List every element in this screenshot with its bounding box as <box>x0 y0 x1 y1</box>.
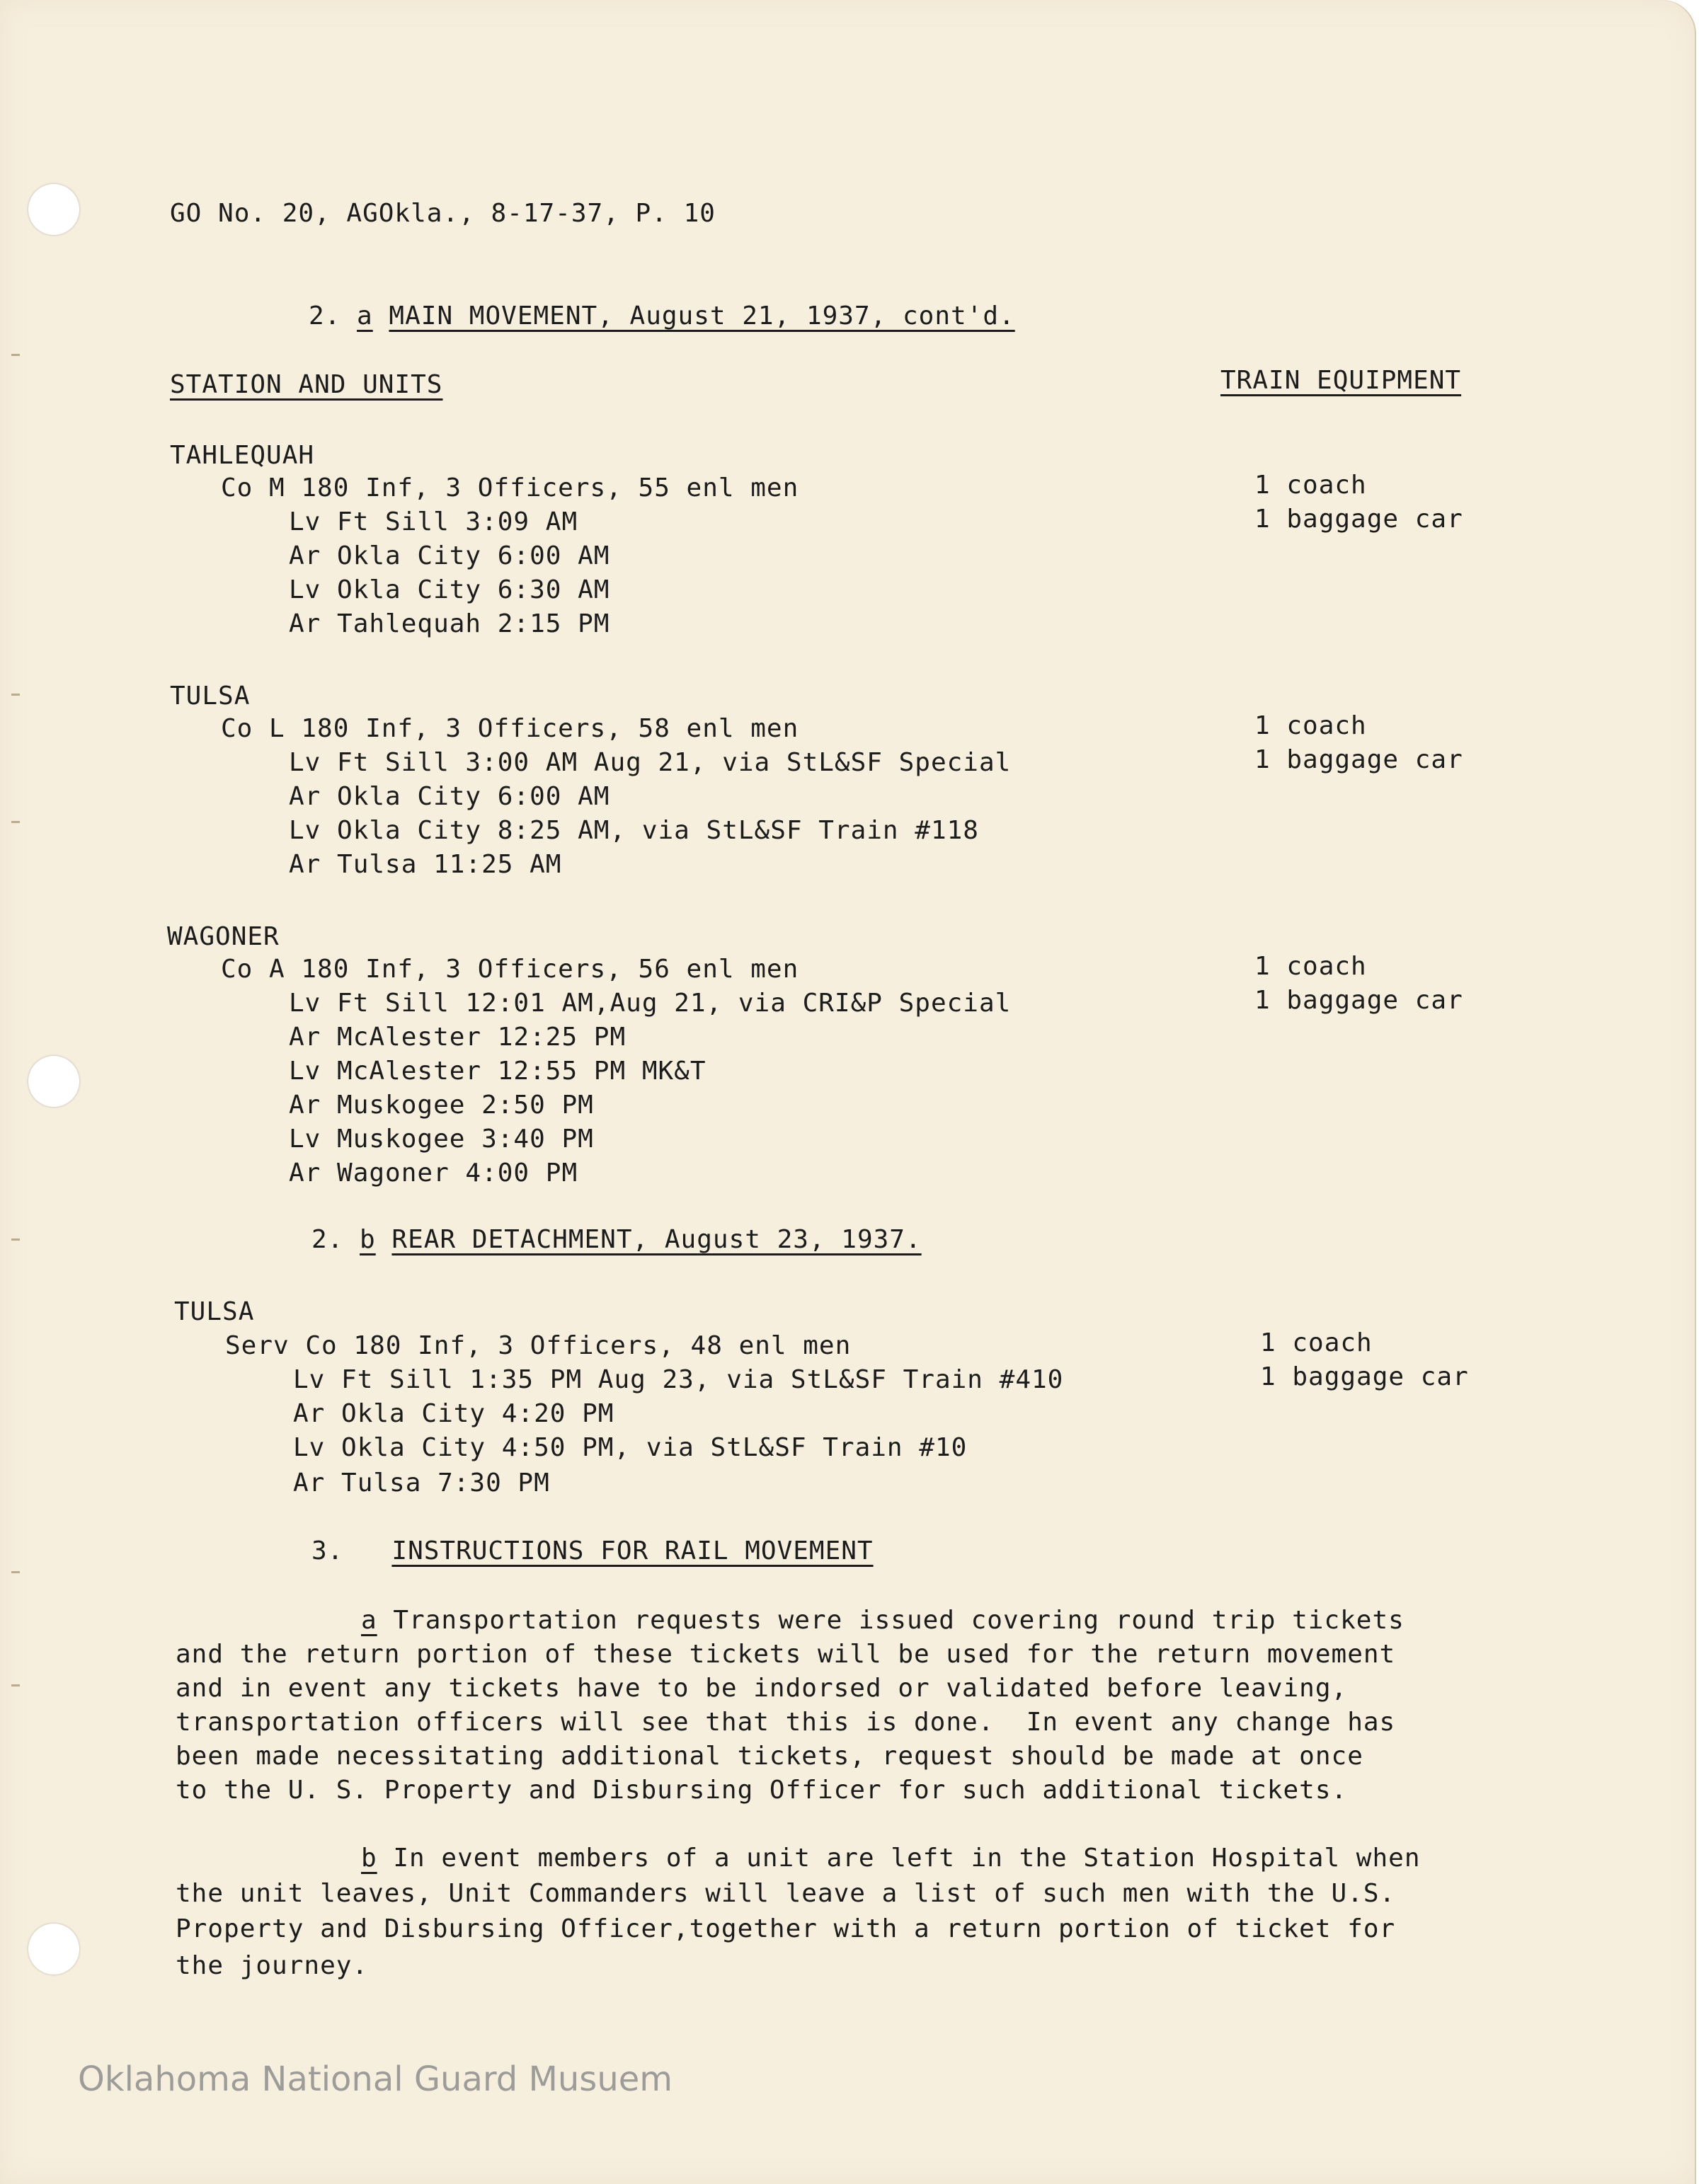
equipment-item: 1 coach <box>1254 952 1367 981</box>
paragraph-a-line: and the return portion of these tickets will be used for the return movement <box>176 1640 1396 1669</box>
paragraph-a-line: been made necessitating additional tickets, request should be made at once <box>176 1742 1363 1771</box>
binder-hole <box>28 1924 79 1975</box>
margin-mark <box>11 354 20 356</box>
schedule-line: Ar McAlester 12:25 PM <box>289 1023 627 1052</box>
equipment-item: 1 baggage car <box>1260 1362 1469 1391</box>
equipment-item: 1 coach <box>1254 471 1367 500</box>
paragraph-a-line: a Transportation requests were issued covering round trip tickets <box>361 1606 1405 1635</box>
section-2a-heading: 2. a MAIN MOVEMENT, August 21, 1937, cont'd. <box>309 301 1015 331</box>
schedule-line: Lv Ft Sill 1:35 PM Aug 23, via StL&SF Train #410 <box>293 1365 1064 1394</box>
equipment-item: 1 baggage car <box>1254 505 1463 534</box>
station-name: TULSA <box>170 682 251 711</box>
paragraph-b-line: the unit leaves, Unit Commanders will leave a list of such men with the U.S. <box>176 1879 1396 1908</box>
binder-hole <box>28 184 79 235</box>
station-name: WAGONER <box>167 922 280 951</box>
unit-line: Co M 180 Inf, 3 Officers, 55 enl men <box>221 473 799 502</box>
margin-mark <box>11 1238 20 1241</box>
schedule-line: Ar Tahlequah 2:15 PM <box>289 609 610 638</box>
paragraph-a-line: to the U. S. Property and Disbursing Officer for such additional tickets. <box>176 1776 1348 1805</box>
station-name: TULSA <box>174 1297 255 1326</box>
schedule-line: Lv Okla City 8:25 AM, via StL&SF Train #118 <box>289 816 979 845</box>
margin-mark <box>11 1684 20 1686</box>
binder-hole <box>28 1056 79 1107</box>
schedule-line: Lv Okla City 4:50 PM, via StL&SF Train #10 <box>293 1433 968 1462</box>
paragraph-a-line: and in event any tickets have to be indorsed or validated before leaving, <box>176 1674 1348 1703</box>
schedule-line: Ar Wagoner 4:00 PM <box>289 1159 578 1188</box>
margin-mark <box>11 694 20 696</box>
paragraph-b-line: b In event members of a unit are left in the Station Hospital when <box>361 1844 1421 1873</box>
margin-mark <box>11 1571 20 1573</box>
unit-line: Co L 180 Inf, 3 Officers, 58 enl men <box>221 714 799 743</box>
schedule-line: Lv Ft Sill 3:00 AM Aug 21, via StL&SF Special <box>289 748 1012 777</box>
equipment-item: 1 coach <box>1260 1328 1373 1357</box>
schedule-line: Ar Okla City 6:00 AM <box>289 782 610 811</box>
document-reference: GO No. 20, AGOkla., 8-17-37, P. 10 <box>170 199 716 228</box>
unit-line: Co A 180 Inf, 3 Officers, 56 enl men <box>221 955 799 984</box>
schedule-line: Lv Ft Sill 3:09 AM <box>289 507 578 536</box>
column-header-stations: STATION AND UNITS <box>170 370 443 399</box>
schedule-line: Ar Okla City 6:00 AM <box>289 541 610 570</box>
schedule-line: Ar Tulsa 11:25 AM <box>289 850 562 879</box>
station-name: TAHLEQUAH <box>170 441 315 470</box>
paragraph-b-line: Property and Disbursing Officer,together with a return portion of ticket for <box>176 1914 1396 1943</box>
unit-line: Serv Co 180 Inf, 3 Officers, 48 enl men <box>225 1331 852 1360</box>
schedule-line: Lv Okla City 6:30 AM <box>289 575 610 604</box>
schedule-line: Ar Tulsa 7:30 PM <box>293 1469 550 1498</box>
schedule-line: Lv McAlester 12:55 PM MK&T <box>289 1057 707 1086</box>
schedule-line: Lv Ft Sill 12:01 AM,Aug 21, via CRI&P Special <box>289 989 1012 1018</box>
equipment-item: 1 baggage car <box>1254 986 1463 1015</box>
schedule-line: Ar Muskogee 2:50 PM <box>289 1091 594 1120</box>
equipment-item: 1 coach <box>1254 711 1367 740</box>
column-header-equipment: TRAIN EQUIPMENT <box>1220 366 1462 395</box>
section-2b-heading: 2. b REAR DETACHMENT, August 23, 1937. <box>311 1225 922 1254</box>
museum-watermark: Oklahoma National Guard Musuem <box>78 2059 673 2099</box>
margin-mark <box>11 821 20 823</box>
schedule-line: Ar Okla City 4:20 PM <box>293 1399 614 1428</box>
paragraph-a-line: transportation officers will see that this is done. In event any change has <box>176 1708 1396 1737</box>
schedule-line: Lv Muskogee 3:40 PM <box>289 1125 594 1154</box>
section-3-heading: 3. INSTRUCTIONS FOR RAIL MOVEMENT <box>311 1536 874 1565</box>
equipment-item: 1 baggage car <box>1254 745 1463 774</box>
paragraph-b-line: the journey. <box>176 1951 369 1980</box>
